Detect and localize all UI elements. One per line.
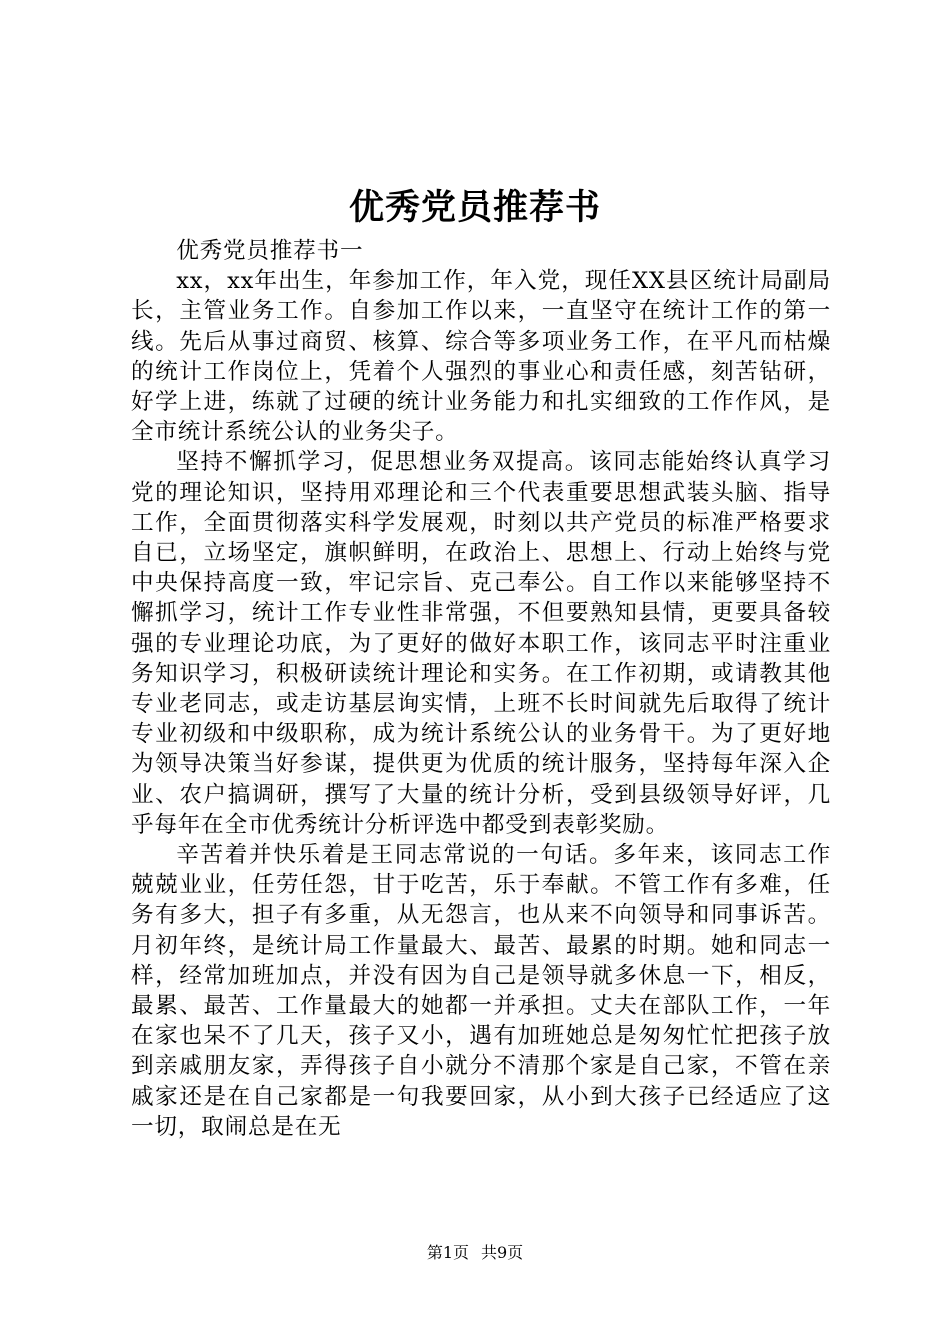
page-number: 第1页	[426, 1243, 469, 1262]
paragraph-introduction: xx，xx年出生，年参加工作，年入党，现任XX县区统计局副局长，主管业务工作。自参加工作以来，一直坚守在统计工作的第一线。先后从事过商贸、核算、综合等多项业务工作，在平凡而枯燥的统计工作岗位上，凭着个人强烈的事业心和责任感，刻苦钻研，好学上进，练就了过硬的统计业务能力和扎实细致的工作作风，是全市统计系统公认的业务尖子。	[131, 268, 831, 446]
document-title: 优秀党员推荐书	[348, 187, 601, 228]
paragraph-study: 坚持不懈抓学习，促思想业务双提高。该同志能始终认真学习党的理论知识，坚持用邓理论和三个代表重要思想武装头脑、指导工作，全面贯彻落实科学发展观，时刻以共产党员的标准严格要求自已，立场坚定，旗帜鲜明，在政治上、思想上、行动上始终与党中央保持高度一致，牢记宗旨、克己奉公。自工作以来能够坚持不懈抓学习，统计工作专业性非常强，不但要熟知县情，更要具备较强的专业理论功底，为了更好的做好本职工作，该同志平时注重业务知识学习，积极研读统计理论和实务。在工作初期，或请教其他专业老同志，或走访基层询实情，上班不长时间就先后取得了统计专业初级和中级职称，成为统计系统公认的业务骨干。为了更好地为领导决策当好参谋，提供更为优质的统计服务，坚持每年深入企业、农户搞调研，撰写了大量的统计分析，受到县级领导好评，几乎每年在全市优秀统计分析评选中都受到表彰奖励。	[131, 449, 831, 838]
section-heading: 优秀党员推荐书一	[176, 238, 364, 264]
paragraph-dedication: 辛苦着并快乐着是王同志常说的一句话。多年来，该同志工作兢兢业业，任劳任怨，甘于吃苦，乐于奉献。不管工作有多难，任务有多大，担子有多重，从无怨言，也从来不向领导和同事诉苦。月初年终，是统计局工作量最大、最苦、最累的时期。她和同志一样，经常加班加点，并没有因为自己是领导就多休息一下，相反，最累、最苦、工作量最大的她都一并承担。丈夫在部队工作，一年在家也呆不了几天，孩子又小，遇有加班她总是匆匆忙忙把孩子放到亲戚朋友家，弄得孩子自小就分不清那个家是自己家，不管在亲戚家还是在自己家都是一句我要回家，从小到大孩子已经适应了这一切，取闹总是在无	[131, 842, 831, 1140]
page-total: 共9页	[481, 1243, 524, 1262]
page-footer	[0, 1243, 950, 1263]
document-body	[131, 236, 831, 1142]
